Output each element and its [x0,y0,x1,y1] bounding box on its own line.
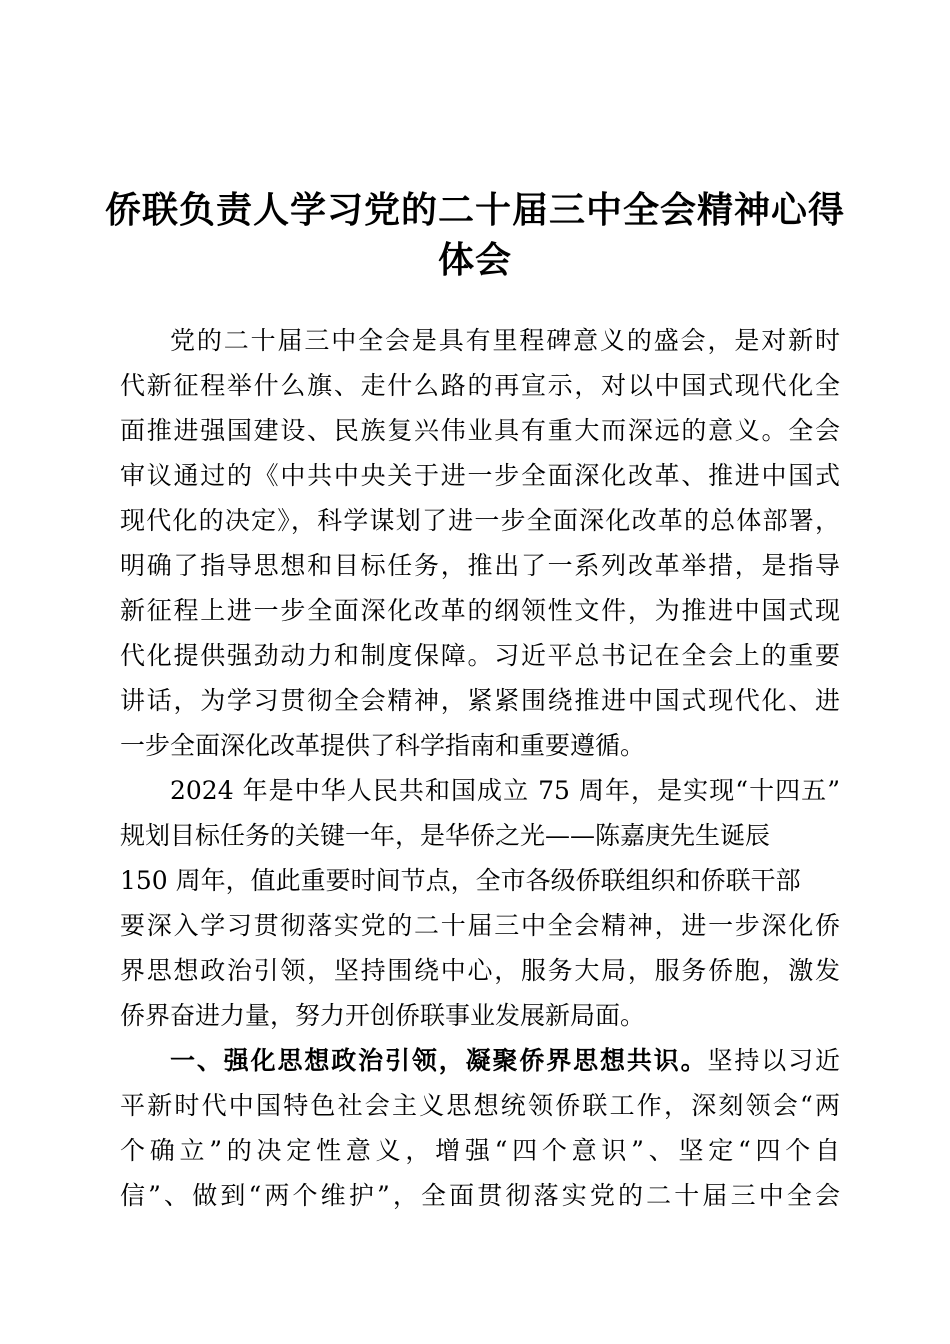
document-title [0,186,950,286]
paragraph-line: 规划目标任务的关键一年，是华侨之光——陈嘉庚先生诞辰 [120,821,771,850]
paragraph-line: 个确立”的决定性意义，增强“四个意识”、坚定“四个自 [120,1136,841,1165]
paragraph-line: 党的二十届三中全会是具有里程碑意义的盛会，是对新时 [170,326,840,355]
paragraph-line: 侨界奋进力量，努力开创侨联事业发展新局面。 [120,1001,646,1030]
paragraph-line: 讲话，为学习贯彻全会精神，紧紧围绕推进中国式现代化、进 [120,686,840,715]
paragraph-line: 一步全面深化改革提供了科学指南和重要遵循。 [120,731,646,760]
paragraph-line: 150 周年，值此重要时间节点，全市各级侨联组织和侨联干部 [120,866,801,895]
paragraph-1 [120,318,840,768]
paragraph-line-first [120,1038,840,1083]
paragraph-line: 界思想政治引领，坚持围绕中心，服务大局，服务侨胞，激发 [120,956,840,985]
paragraph-line: 代化提供强劲动力和制度保障。习近平总书记在全会上的重要 [120,641,840,670]
paragraph-line: 2024 年是中华人民共和国成立 75 周年，是实现“十四五” [170,776,840,805]
paragraph-line: 代新征程举什么旗、走什么路的再宣示，对以中国式现代化全 [120,371,840,400]
paragraph-line: 信”、做到“两个维护”，全面贯彻落实党的二十届三中全会 [120,1181,840,1210]
paragraph-2 [120,768,840,1038]
paragraph-line-rest: 坚持以习近 [707,1046,840,1075]
paragraph-line: 平新时代中国特色社会主义思想统领侨联工作，深刻领会“两 [120,1091,840,1120]
title-line-1: 侨联负责人学习党的二十届三中全会精神心得 [104,190,845,231]
paragraph-line: 现代化的决定》，科学谋划了进一步全面深化改革的总体部署， [120,506,840,535]
section-heading: 一、强化思想政治引领，凝聚侨界思想共识。 [170,1046,708,1075]
paragraph-line: 要深入学习贯彻落实党的二十届三中全会精神，进一步深化侨 [120,911,840,940]
paragraph-line: 面推进强国建设、民族复兴伟业具有重大而深远的意义。全会 [120,416,840,445]
paragraph-3 [120,1038,840,1218]
paragraph-line: 明确了指导思想和目标任务，推出了一系列改革举措，是指导 [120,551,840,580]
document-body [120,318,840,1218]
paragraph-line: 新征程上进一步全面深化改革的纲领性文件，为推进中国式现 [120,596,840,625]
paragraph-line: 审议通过的《中共中央关于进一步全面深化改革、推进中国式 [120,461,840,490]
title-line-2: 体会 [437,240,512,281]
